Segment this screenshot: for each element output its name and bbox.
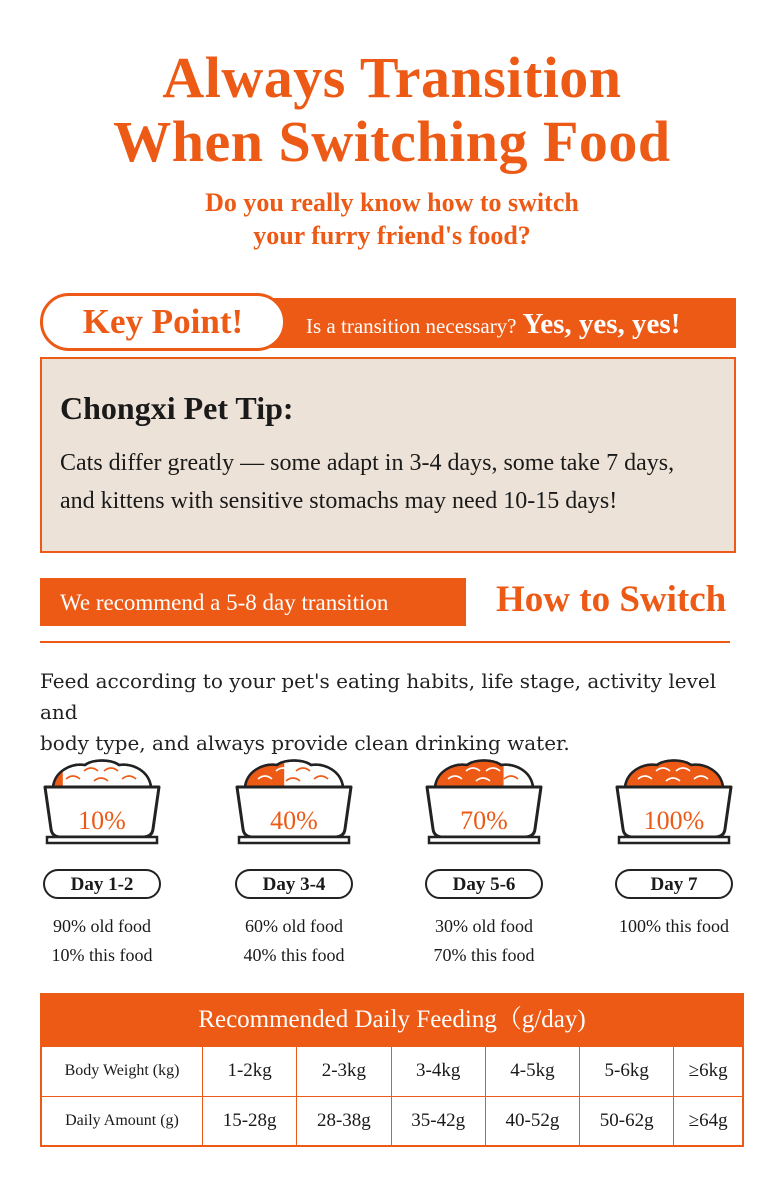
table-cell: 1-2kg [203,1047,297,1097]
stage-ratio [22,912,182,970]
table-cell: 2-3kg [297,1047,391,1097]
page-subtitle [0,186,784,252]
stage-ratio-line: 60% old food [245,916,343,936]
key-point-label: Key Point! [40,293,286,351]
feeding-table-title: Recommended Daily Feeding（g/day) [40,993,744,1045]
table-row-header: Daily Amount (g) [42,1096,203,1146]
table-cell: ≥6kg [674,1047,743,1097]
stage-percent: 100% [643,806,705,835]
feeding-table [40,1045,744,1147]
title-line-1: Always Transition [162,45,622,110]
stage-percent: 10% [78,806,126,835]
feeding-note [40,666,740,759]
page-title [0,46,784,174]
subtitle-line-2: your furry friend's food? [253,221,531,250]
stage-ratio [404,912,564,970]
divider [40,641,730,643]
stage-day-label: Day 5-6 [425,869,543,899]
table-cell: 3-4kg [391,1047,485,1097]
key-point-question [306,298,680,348]
stage-day-label: Day 3-4 [235,869,353,899]
tip-line-1: Cats differ greatly — some adapt in 3-4 days, some take 7 days, [60,450,675,476]
key-point-question-text: Is a transition necessary? [306,314,517,338]
table-cell: 4-5kg [485,1047,579,1097]
stage-ratio-line: 30% old food [435,916,533,936]
stage-ratio-line: 100% this food [619,916,729,936]
key-point-answer: Yes, yes, yes! [522,308,681,340]
stage-day-label: Day 7 [615,869,733,899]
recommend-banner: We recommend a 5-8 day transition [40,578,466,626]
stage-ratio-line: 40% this food [243,945,345,965]
table-cell: 28-38g [297,1096,391,1146]
feeding-note-line-1: Feed according to your pet's eating habits, life stage, activity level and [40,669,717,724]
table-row-header: Body Weight (kg) [42,1047,203,1097]
stage-percent: 40% [270,806,318,835]
table-cell: ≥64g [674,1096,743,1146]
table-cell: 50-62g [580,1096,674,1146]
table-cell: 35-42g [391,1096,485,1146]
stage-day-label: Day 1-2 [43,869,161,899]
stage-ratio-line: 10% this food [51,945,153,965]
stage-ratio-line: 90% old food [53,916,151,936]
stage-ratio-line: 70% this food [433,945,535,965]
table-cell: 5-6kg [580,1047,674,1097]
stage-ratio [214,912,374,970]
stage-ratio [594,912,754,941]
feeding-note-line-2: body type, and always provide clean drinking water. [40,731,570,755]
subtitle-line-1: Do you really know how to switch [205,188,579,217]
table-cell: 40-52g [485,1096,579,1146]
tip-text [60,444,730,520]
table-row-weight [42,1047,743,1097]
tip-line-2: and kittens with sensitive stomachs may need 10-15 days! [60,488,618,514]
table-cell: 15-28g [203,1096,297,1146]
section-title-how-to-switch: How to Switch [496,579,727,620]
title-line-2: When Switching Food [113,109,671,174]
tip-title: Chongxi Pet Tip: [60,390,294,426]
stage-percent: 70% [460,806,508,835]
table-row-amount [42,1096,743,1146]
